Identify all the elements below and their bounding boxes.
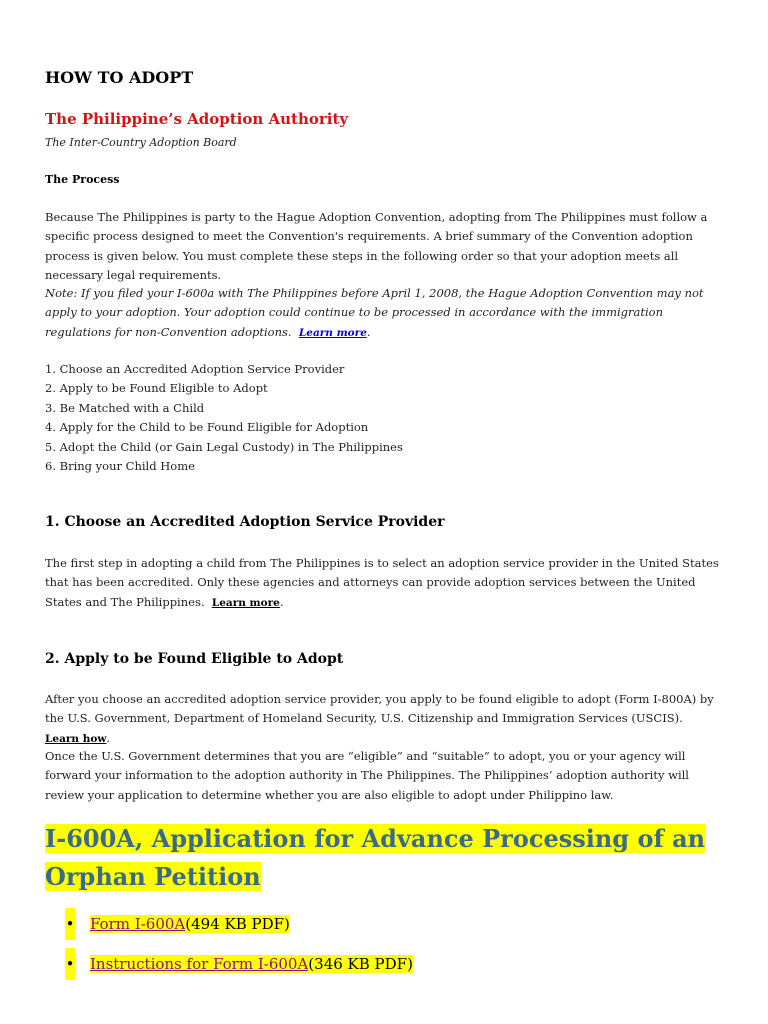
section1-paragraph: The first step in adopting a child from The Philippines is to select an adoption service provider in the United States that has been accredited. Only these agencies and attorneys can provide adoption services between the United States and The Philippines. Learn more. <box>45 556 719 609</box>
section1-learn-more-link[interactable]: Learn more <box>211 596 280 609</box>
note-learn-more-link[interactable]: Learn more <box>298 326 367 339</box>
bullet-icon: • <box>65 908 75 940</box>
section2-paragraph-2: Once the U.S. Government determines that you are “eligible” and “suitable” to adopt, you or your agency will forward your information to the adoption authority in The Philippines. The Philippines’ adoption authority will review your application to determine whether you are also eligible to adopt under Philippino law. <box>45 749 689 802</box>
form-title-line2: Orphan Petition <box>45 862 261 891</box>
step-item: 6. Bring your Child Home <box>45 459 195 474</box>
note-text: Note: If you filed your I-600a with The Philippines before April 1, 2008, the Hague Adoption Convention may not apply to your adoption. Your adoption could continue to be processed in accordance with the immigration regulations for non-Convention adoptions. <box>45 286 704 339</box>
file-size: (346 KB PDF) <box>308 955 413 973</box>
section2-learn-how-link[interactable]: Learn how <box>45 732 107 745</box>
section2-text-1: After you choose an accredited adoption service provider, you apply to be found eligible to adopt (Form I-800A) by the U.S. Government, Department of Homeland Security, U.S. Citizenship and Immigration Services (USCIS). <box>45 692 714 726</box>
step-item: 3. Be Matched with a Child <box>45 400 205 415</box>
bullet-icon: • <box>65 948 75 980</box>
authority-subtitle: The Inter-Country Adoption Board <box>45 136 237 149</box>
form-title <box>45 820 735 896</box>
process-heading: The Process <box>45 173 120 186</box>
file-size: (494 KB PDF) <box>185 915 290 933</box>
step-item: 2. Apply to be Found Eligible to Adopt <box>45 381 268 396</box>
form-title-line1: I-600A, Application for Advance Processing of an <box>45 824 706 853</box>
form-i600a-link[interactable]: Form I-600A <box>90 915 186 933</box>
section1-text: The first step in adopting a child from The Philippines is to select an adoption service provider in the United States that has been accredited. Only these agencies and attorneys can provide adoption services between the United States and The Philippines. <box>45 556 719 609</box>
step-item: 5. Adopt the Child (or Gain Legal Custody) in The Philippines <box>45 439 403 454</box>
section1-heading: 1. Choose an Accredited Adoption Service Provider <box>45 514 445 530</box>
section2-paragraph-1: After you choose an accredited adoption service provider, you apply to be found eligible to adopt (Form I-800A) by the U.S. Government, Department of Homeland Security, U.S. Citizenship and Immigration Services (USCIS). Learn how. <box>45 692 714 745</box>
intro-text: Because The Philippines is party to the Hague Adoption Convention, adopting from The Philippines must follow a specific process designed to meet the Convention's requirements. A brief summary of the Convention adoption process is given below. You must complete these steps in the following order so that your adoption meets all necessary legal requirements. <box>45 210 708 283</box>
note-paragraph: Note: If you filed your I-600a with The Philippines before April 1, 2008, the Hague Adoption Convention may not apply to your adoption. Your adoption could continue to be processed in accordance with the immigration regulations for non-Convention adoptions. Learn more. <box>45 286 704 339</box>
instructions-i600a-link[interactable]: Instructions for Form I-600A <box>90 955 309 973</box>
section2-heading: 2. Apply to be Found Eligible to Adopt <box>45 651 344 667</box>
step-item: 4. Apply for the Child to be Found Eligible for Adoption <box>45 420 369 435</box>
steps-list <box>45 360 403 476</box>
page-title: HOW TO ADOPT <box>45 68 194 87</box>
download-list <box>45 908 413 988</box>
authority-title: The Philippine’s Adoption Authority <box>45 110 349 128</box>
download-item <box>45 908 413 948</box>
download-item <box>45 948 413 988</box>
step-item: 1. Choose an Accredited Adoption Service Provider <box>45 362 345 376</box>
intro-paragraph <box>45 208 725 286</box>
